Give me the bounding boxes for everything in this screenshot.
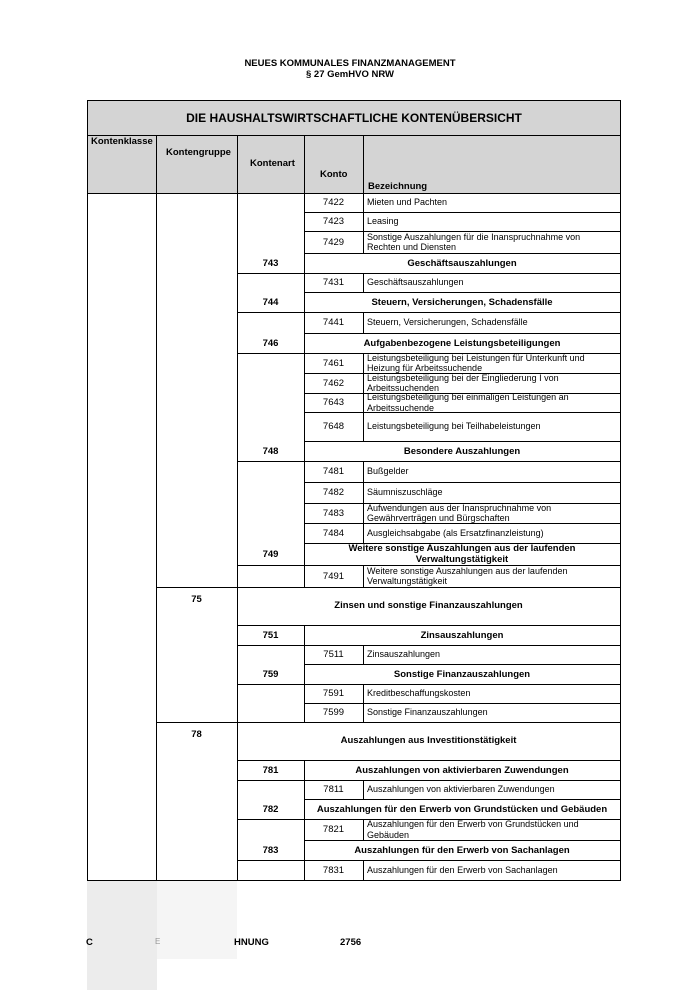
konto-code: 7422	[322, 197, 345, 208]
column-rule	[237, 503, 238, 523]
group-title: Auszahlungen aus Investitionstätigkeit	[340, 734, 517, 746]
col-bezeichnung: Bezeichnung	[368, 181, 428, 192]
konto-code: 7491	[322, 570, 345, 582]
column-rule	[237, 231, 238, 253]
konto-label: Auszahlungen für den Erwerb von Grundstücken und Gebäuden	[367, 819, 579, 840]
konto-code: 7423	[322, 216, 345, 227]
column-rule	[237, 353, 238, 373]
column-rule	[304, 253, 305, 273]
column-rule	[237, 412, 238, 441]
konto-label: Steuern, Versicherungen, Schadensfälle	[367, 317, 528, 328]
kontenart-title: Steuern, Versicherungen, Schadensfälle	[371, 296, 553, 308]
col-kontenklasse: Kontenklasse	[91, 136, 153, 147]
konto-label: Leistungsbeteiligung bei Leistungen für Unterkunft und Heizung für Arbeitssuchende	[367, 352, 585, 373]
konto-label: Sonstige Auszahlungen für die Inanspruchnahme von Rechten und Diensten	[367, 231, 581, 252]
konto-code: 7591	[322, 688, 345, 699]
col-kontenart: Kontenart	[250, 158, 295, 169]
column-rule	[363, 523, 364, 543]
column-rule	[237, 193, 238, 212]
faded-column-block	[87, 881, 157, 990]
column-rule	[363, 503, 364, 523]
column-rule	[363, 273, 364, 292]
kontenart-title: Weitere sonstige Auszahlungen aus der laufenden Verwaltungstätigkeit	[348, 543, 576, 565]
column-rule	[304, 625, 305, 645]
column-rule	[363, 231, 364, 253]
konto-code: 7484	[322, 527, 345, 539]
column-rule	[156, 193, 157, 881]
column-rule	[237, 703, 238, 722]
kontenart-title: Sonstige Finanzauszahlungen	[393, 668, 531, 680]
konto-code: 7643	[322, 397, 345, 408]
header-line-1: NEUES KOMMUNALES FINANZMANAGEMENT	[244, 58, 456, 69]
column-rule	[237, 860, 238, 880]
kontenart-code: 781	[262, 764, 279, 776]
konto-label: Kreditbeschaffungskosten	[367, 688, 471, 699]
column-rule	[304, 664, 305, 684]
row-rule	[304, 880, 620, 881]
konto-code: 7461	[322, 357, 345, 369]
konto-label: Auszahlungen von aktivierbaren Zuwendungen	[367, 784, 555, 795]
konto-code: 7482	[322, 487, 345, 498]
column-rule	[363, 565, 364, 587]
kontenart-code: 783	[262, 844, 279, 856]
kontenart-code: 744	[262, 296, 279, 308]
column-rule	[237, 393, 238, 412]
column-rule	[363, 860, 364, 880]
header-line-2: § 27 GemHVO NRW	[306, 69, 394, 80]
col-kontengruppe: Kontengruppe	[166, 147, 231, 158]
group-code: 78	[191, 728, 202, 740]
konto-label: Säumniszuschläge	[367, 487, 443, 498]
column-rule	[304, 543, 305, 565]
kontenart-code: 748	[262, 445, 279, 457]
kontenart-title: Auszahlungen für den Erwerb von Grundstücken und Gebäuden	[316, 803, 608, 815]
konto-label: Zinsauszahlungen	[367, 649, 441, 660]
konto-code: 7481	[322, 466, 345, 477]
konto-code: 7811	[323, 784, 344, 795]
konto-code: 7483	[322, 507, 345, 519]
column-rule	[363, 645, 364, 664]
column-rule	[363, 193, 364, 212]
group-title: Zinsen und sonstige Finanzauszahlungen	[334, 599, 523, 611]
column-rule	[363, 482, 364, 503]
kontenart-code: 751	[262, 629, 279, 641]
column-rule	[363, 684, 364, 703]
kontenart-code: 746	[262, 337, 279, 349]
column-rule	[363, 136, 364, 193]
column-rule	[363, 312, 364, 333]
col-konto: Konto	[320, 169, 348, 180]
konto-code: 7431	[322, 277, 345, 288]
kontenart-title: Geschäftsauszahlungen	[407, 257, 517, 269]
konto-code: 7648	[322, 421, 345, 432]
konto-label: Aufwendungen aus der Inanspruchnahme von Gewährverträgen und Bürgschaften	[367, 502, 552, 523]
column-rule	[304, 799, 305, 819]
kontenart-code: 759	[262, 668, 279, 680]
column-rule	[237, 819, 238, 840]
konto-label: Weitere sonstige Auszahlungen aus der laufenden Verwaltungstätigkeit	[367, 565, 568, 586]
konto-label: Leistungsbeteiligung bei einmaligen Leistungen an Arbeitssuchende	[367, 392, 569, 413]
column-rule	[304, 136, 305, 193]
konto-label: Leistungsbeteiligung bei der Eingliederung I von Arbeitssuchenden	[367, 372, 559, 393]
group-code: 75	[191, 593, 202, 605]
column-rule	[363, 461, 364, 482]
column-rule	[237, 212, 238, 231]
kontenart-title: Auszahlungen von aktivierbaren Zuwendungen	[355, 764, 569, 776]
konto-label: Geschäftsauszahlungen	[367, 277, 464, 288]
konto-code: 7429	[322, 236, 345, 248]
footer-left-char: C	[86, 937, 93, 948]
konto-code: 7441	[322, 317, 345, 328]
faded-column-block-2	[157, 881, 237, 959]
column-rule	[237, 273, 238, 292]
footer-fragment: HNUNG	[234, 937, 269, 948]
column-rule	[237, 645, 238, 664]
column-rule	[237, 136, 238, 193]
column-rule	[363, 373, 364, 393]
column-rule	[363, 703, 364, 722]
column-rule	[363, 780, 364, 799]
kontenart-code: 782	[262, 803, 279, 815]
konto-code: 7831	[322, 864, 345, 876]
column-rule	[363, 212, 364, 231]
column-rule	[237, 373, 238, 393]
column-rule	[237, 565, 238, 587]
column-rule	[304, 441, 305, 461]
column-rule	[363, 819, 364, 840]
kontenart-code: 749	[262, 548, 279, 560]
konto-code: 7462	[322, 377, 345, 389]
konto-label: Leistungsbeteiligung bei Teilhabeleistungen	[367, 421, 541, 432]
konto-label: Auszahlungen für den Erwerb von Sachanlagen	[367, 864, 558, 875]
kontenart-title: Auszahlungen für den Erwerb von Sachanlagen	[354, 844, 570, 856]
kontenart-code: 743	[262, 257, 279, 269]
konto-label: Ausgleichsabgabe (als Ersatzfinanzleistung)	[367, 527, 544, 538]
column-rule	[237, 523, 238, 543]
page-number: 2756	[340, 937, 362, 948]
column-rule	[237, 482, 238, 503]
konto-code: 7821	[322, 824, 345, 835]
column-rule	[363, 353, 364, 373]
kontenart-title: Besondere Auszahlungen	[403, 445, 521, 457]
konto-label: Leasing	[367, 216, 399, 227]
column-rule	[304, 292, 305, 312]
column-rule	[237, 461, 238, 482]
column-rule	[237, 780, 238, 799]
table-title: DIE HAUSHALTSWIRTSCHAFTLICHE KONTENÜBERSICHT	[88, 101, 620, 136]
footer-mid-char: E	[155, 937, 161, 946]
column-rule	[304, 333, 305, 353]
konto-code: 7511	[323, 649, 344, 660]
konto-label: Bußgelder	[367, 466, 409, 477]
konto-label: Mieten und Pachten	[367, 197, 448, 208]
column-rule	[156, 136, 157, 193]
konto-label: Sonstige Finanzauszahlungen	[367, 707, 488, 718]
konto-code: 7599	[322, 707, 345, 718]
column-rule	[304, 760, 305, 780]
column-rule	[363, 393, 364, 412]
kontenart-title: Aufgabenbezogene Leistungsbeteiligungen	[363, 337, 561, 349]
kontenart-title: Zinsauszahlungen	[420, 629, 504, 641]
column-rule	[304, 840, 305, 860]
column-rule	[237, 312, 238, 333]
column-rule	[237, 684, 238, 703]
column-rule	[363, 412, 364, 441]
